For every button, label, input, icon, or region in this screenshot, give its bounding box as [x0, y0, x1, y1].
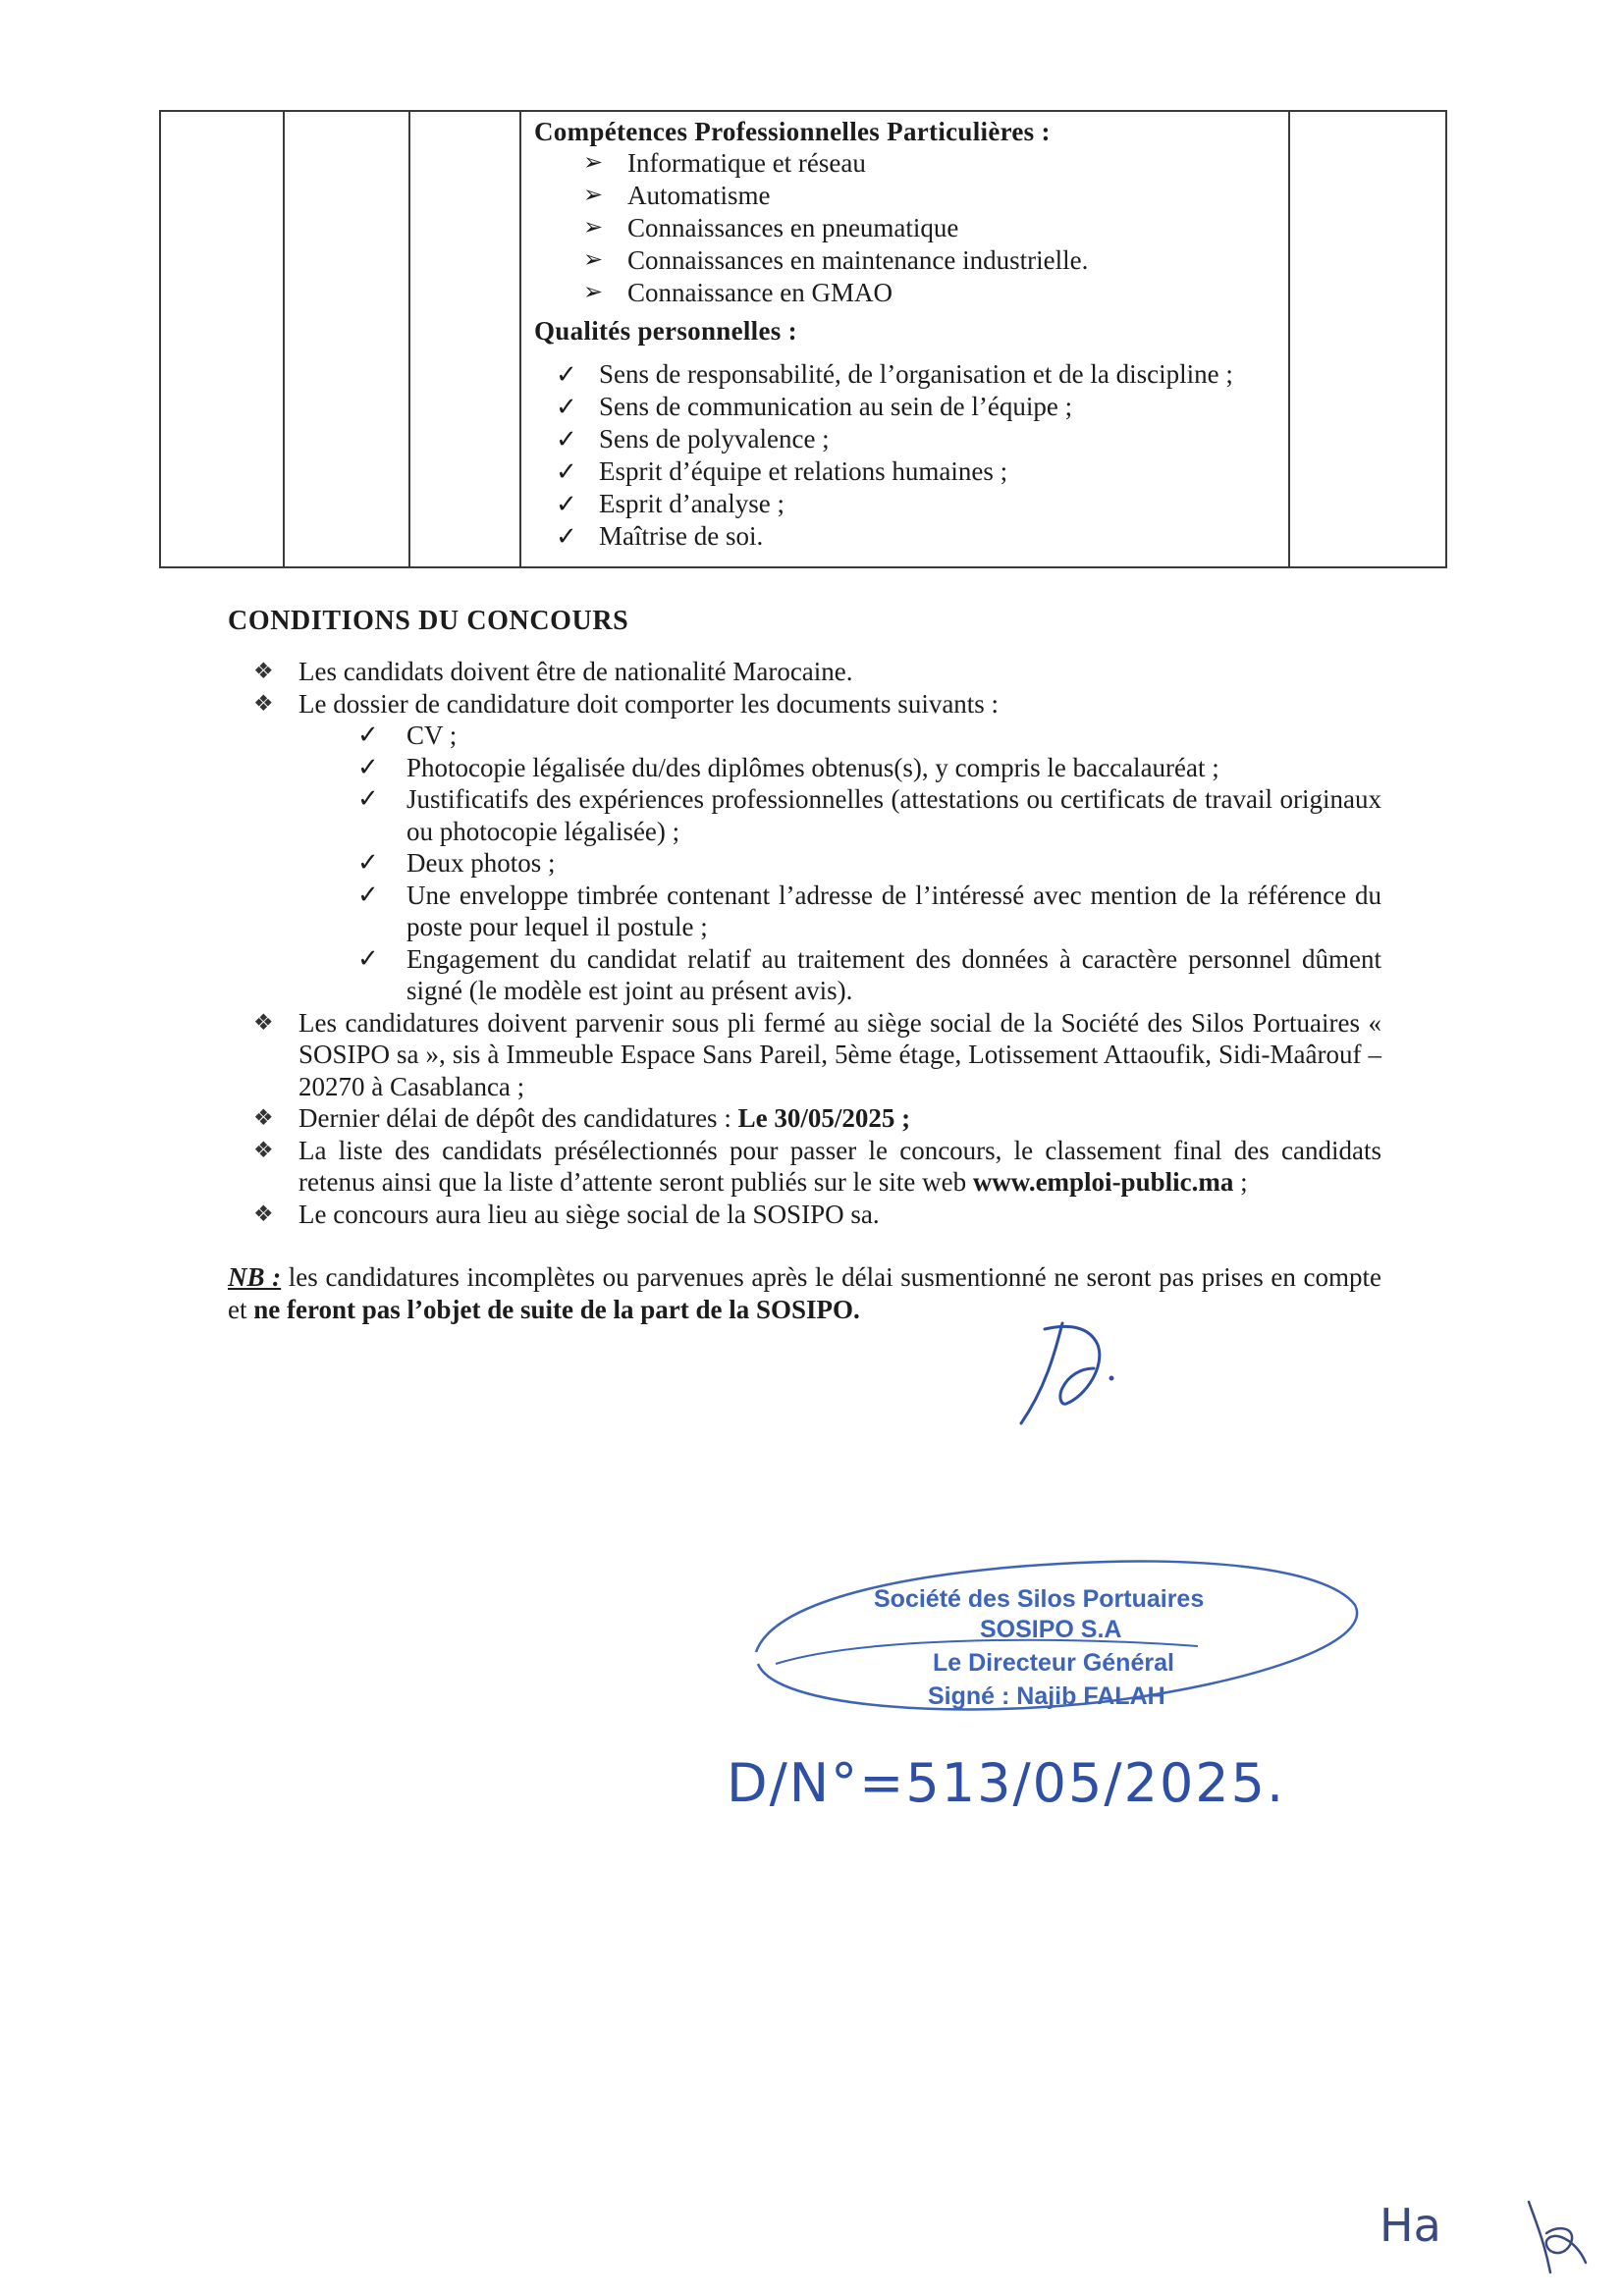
condition-item: ❖ Le dossier de candidature doit comporter les documents suivants : [253, 688, 1000, 719]
competences-heading: Compétences Professionnelles Particulières : [534, 117, 1051, 146]
nb-label: NB : [228, 1262, 282, 1292]
list-item: ➢ Connaissances en maintenance industrielle. [583, 245, 1089, 275]
condition-item: ❖ La liste des candidats présélectionnés pour passer le concours, le classement final des candidats retenus ainsi que la liste d’attente seront publiés sur le site web www.emploi-public.ma ; [253, 1135, 1381, 1197]
svg-text:Signé : Najib FALAH: Signé : Najib FALAH [928, 1682, 1165, 1710]
list-item: ✓ Esprit d’équipe et relations humaines ; [556, 456, 1008, 486]
conditions-list [228, 656, 1381, 1230]
diamond-bullet-icon: ❖ [253, 1009, 274, 1035]
nb-note: NB : les candidatures incomplètes ou parvenues après le délai susmentionné ne seront pas prises en compte et ne feront pas l’objet de suite de la part de la SOSIPO. [228, 1262, 1381, 1324]
diamond-bullet-icon: ❖ [253, 1137, 274, 1162]
arrow-bullet-icon: ➢ [583, 280, 604, 305]
check-icon: ✓ [556, 425, 577, 454]
official-stamp [736, 1536, 1365, 1762]
check-icon: ✓ [556, 490, 577, 518]
check-icon: ✓ [556, 522, 577, 551]
check-icon: ✓ [357, 880, 379, 909]
list-item: ➢ Informatique et réseau [583, 148, 866, 178]
check-icon: ✓ [357, 752, 379, 781]
arrow-bullet-icon: ➢ [583, 150, 604, 176]
document-item: ✓ Une enveloppe timbrée contenant l’adresse de l’intéressé avec mention de la référence du poste pour lequel il postule ; [357, 880, 1381, 941]
document-item: ✓ Photocopie légalisée du/des diplômes obtenus(s), y compris le baccalauréat ; [357, 752, 1219, 782]
arrow-bullet-icon: ➢ [583, 183, 604, 208]
check-icon: ✓ [556, 393, 577, 421]
condition-item: ❖ Dernier délai de dépôt des candidatures : Le 30/05/2025 ; [253, 1103, 911, 1133]
conditions-title: CONDITIONS DU CONCOURS [228, 606, 629, 636]
list-item: ➢ Connaissances en pneumatique [583, 213, 959, 242]
condition-item: ❖ Le concours aura lieu au siège social de la SOSIPO sa. [253, 1199, 880, 1229]
website-link[interactable]: www.emploi-public.ma [972, 1167, 1234, 1197]
list-item: ➢ Connaissance en GMAO [583, 278, 893, 307]
arrow-bullet-icon: ➢ [583, 215, 604, 240]
diamond-bullet-icon: ❖ [253, 690, 274, 716]
check-icon: ✓ [357, 848, 379, 877]
diamond-bullet-icon: ❖ [253, 1105, 274, 1130]
diamond-bullet-icon: ❖ [253, 659, 274, 683]
deadline-date: Le 30/05/2025 ; [737, 1103, 911, 1133]
svg-text:Société des Silos Portuaires: Société des Silos Portuaires [874, 1585, 1205, 1613]
handwritten-reference: D/N°=513/05/2025. [727, 1752, 1286, 1814]
check-icon: ✓ [556, 360, 577, 389]
list-item: ✓ Sens de responsabilité, de l’organisation et de la discipline ; [556, 359, 1233, 389]
svg-text:SOSIPO S.A: SOSIPO S.A [980, 1616, 1122, 1643]
arrow-bullet-icon: ➢ [583, 247, 604, 273]
initials-scribble [1517, 2194, 1596, 2282]
check-icon: ✓ [357, 943, 379, 973]
qualites-heading: Qualités personnelles : [534, 316, 797, 346]
document-item: ✓ Justificatifs des expériences professionnelles (attestations ou certificats de travail originaux ou photocopie légalisée) ; [357, 784, 1381, 846]
list-item: ✓ Esprit d’analyse ; [556, 489, 784, 518]
condition-item: ❖ Les candidatures doivent parvenir sous pli fermé au siège social de la Société des Silos Portuaires « SOSIPO sa », sis à Immeuble Espace Sans Pareil, 5ème étage, Lotissement Attaoufik, Sidi-Maârouf – 20270 à Casablanca ; [253, 1007, 1381, 1101]
list-item: ✓ Sens de polyvalence ; [556, 424, 830, 454]
competences-list [534, 147, 1447, 309]
document-item: ✓ CV ; [357, 721, 458, 750]
list-item: ✓ Maîtrise de soi. [556, 521, 764, 551]
signature-scribble [1001, 1306, 1159, 1438]
diamond-bullet-icon: ❖ [253, 1201, 274, 1226]
check-icon: ✓ [556, 457, 577, 486]
table-column-divider [519, 112, 521, 566]
profile-cell [534, 116, 1447, 553]
qualites-list [534, 358, 1447, 553]
table-column-divider [283, 112, 285, 566]
svg-text:Le Directeur Général: Le Directeur Général [933, 1649, 1174, 1677]
document-item: ✓ Deux photos ; [357, 848, 556, 878]
profile-table [159, 110, 1447, 568]
check-icon: ✓ [357, 784, 379, 813]
list-item: ➢ Automatisme [583, 181, 771, 210]
handwritten-initials: Ha [1380, 2199, 1441, 2252]
document-item: ✓ Engagement du candidat relatif au traitement des données à caractère personnel dûment signé (le modèle est joint au présent avis). [357, 943, 1381, 1005]
condition-item: ❖ Les candidats doivent être de nationalité Marocaine. [253, 657, 853, 686]
check-icon: ✓ [357, 721, 379, 749]
list-item: ✓ Sens de communication au sein de l’équipe ; [556, 392, 1073, 421]
table-column-divider [408, 112, 410, 566]
